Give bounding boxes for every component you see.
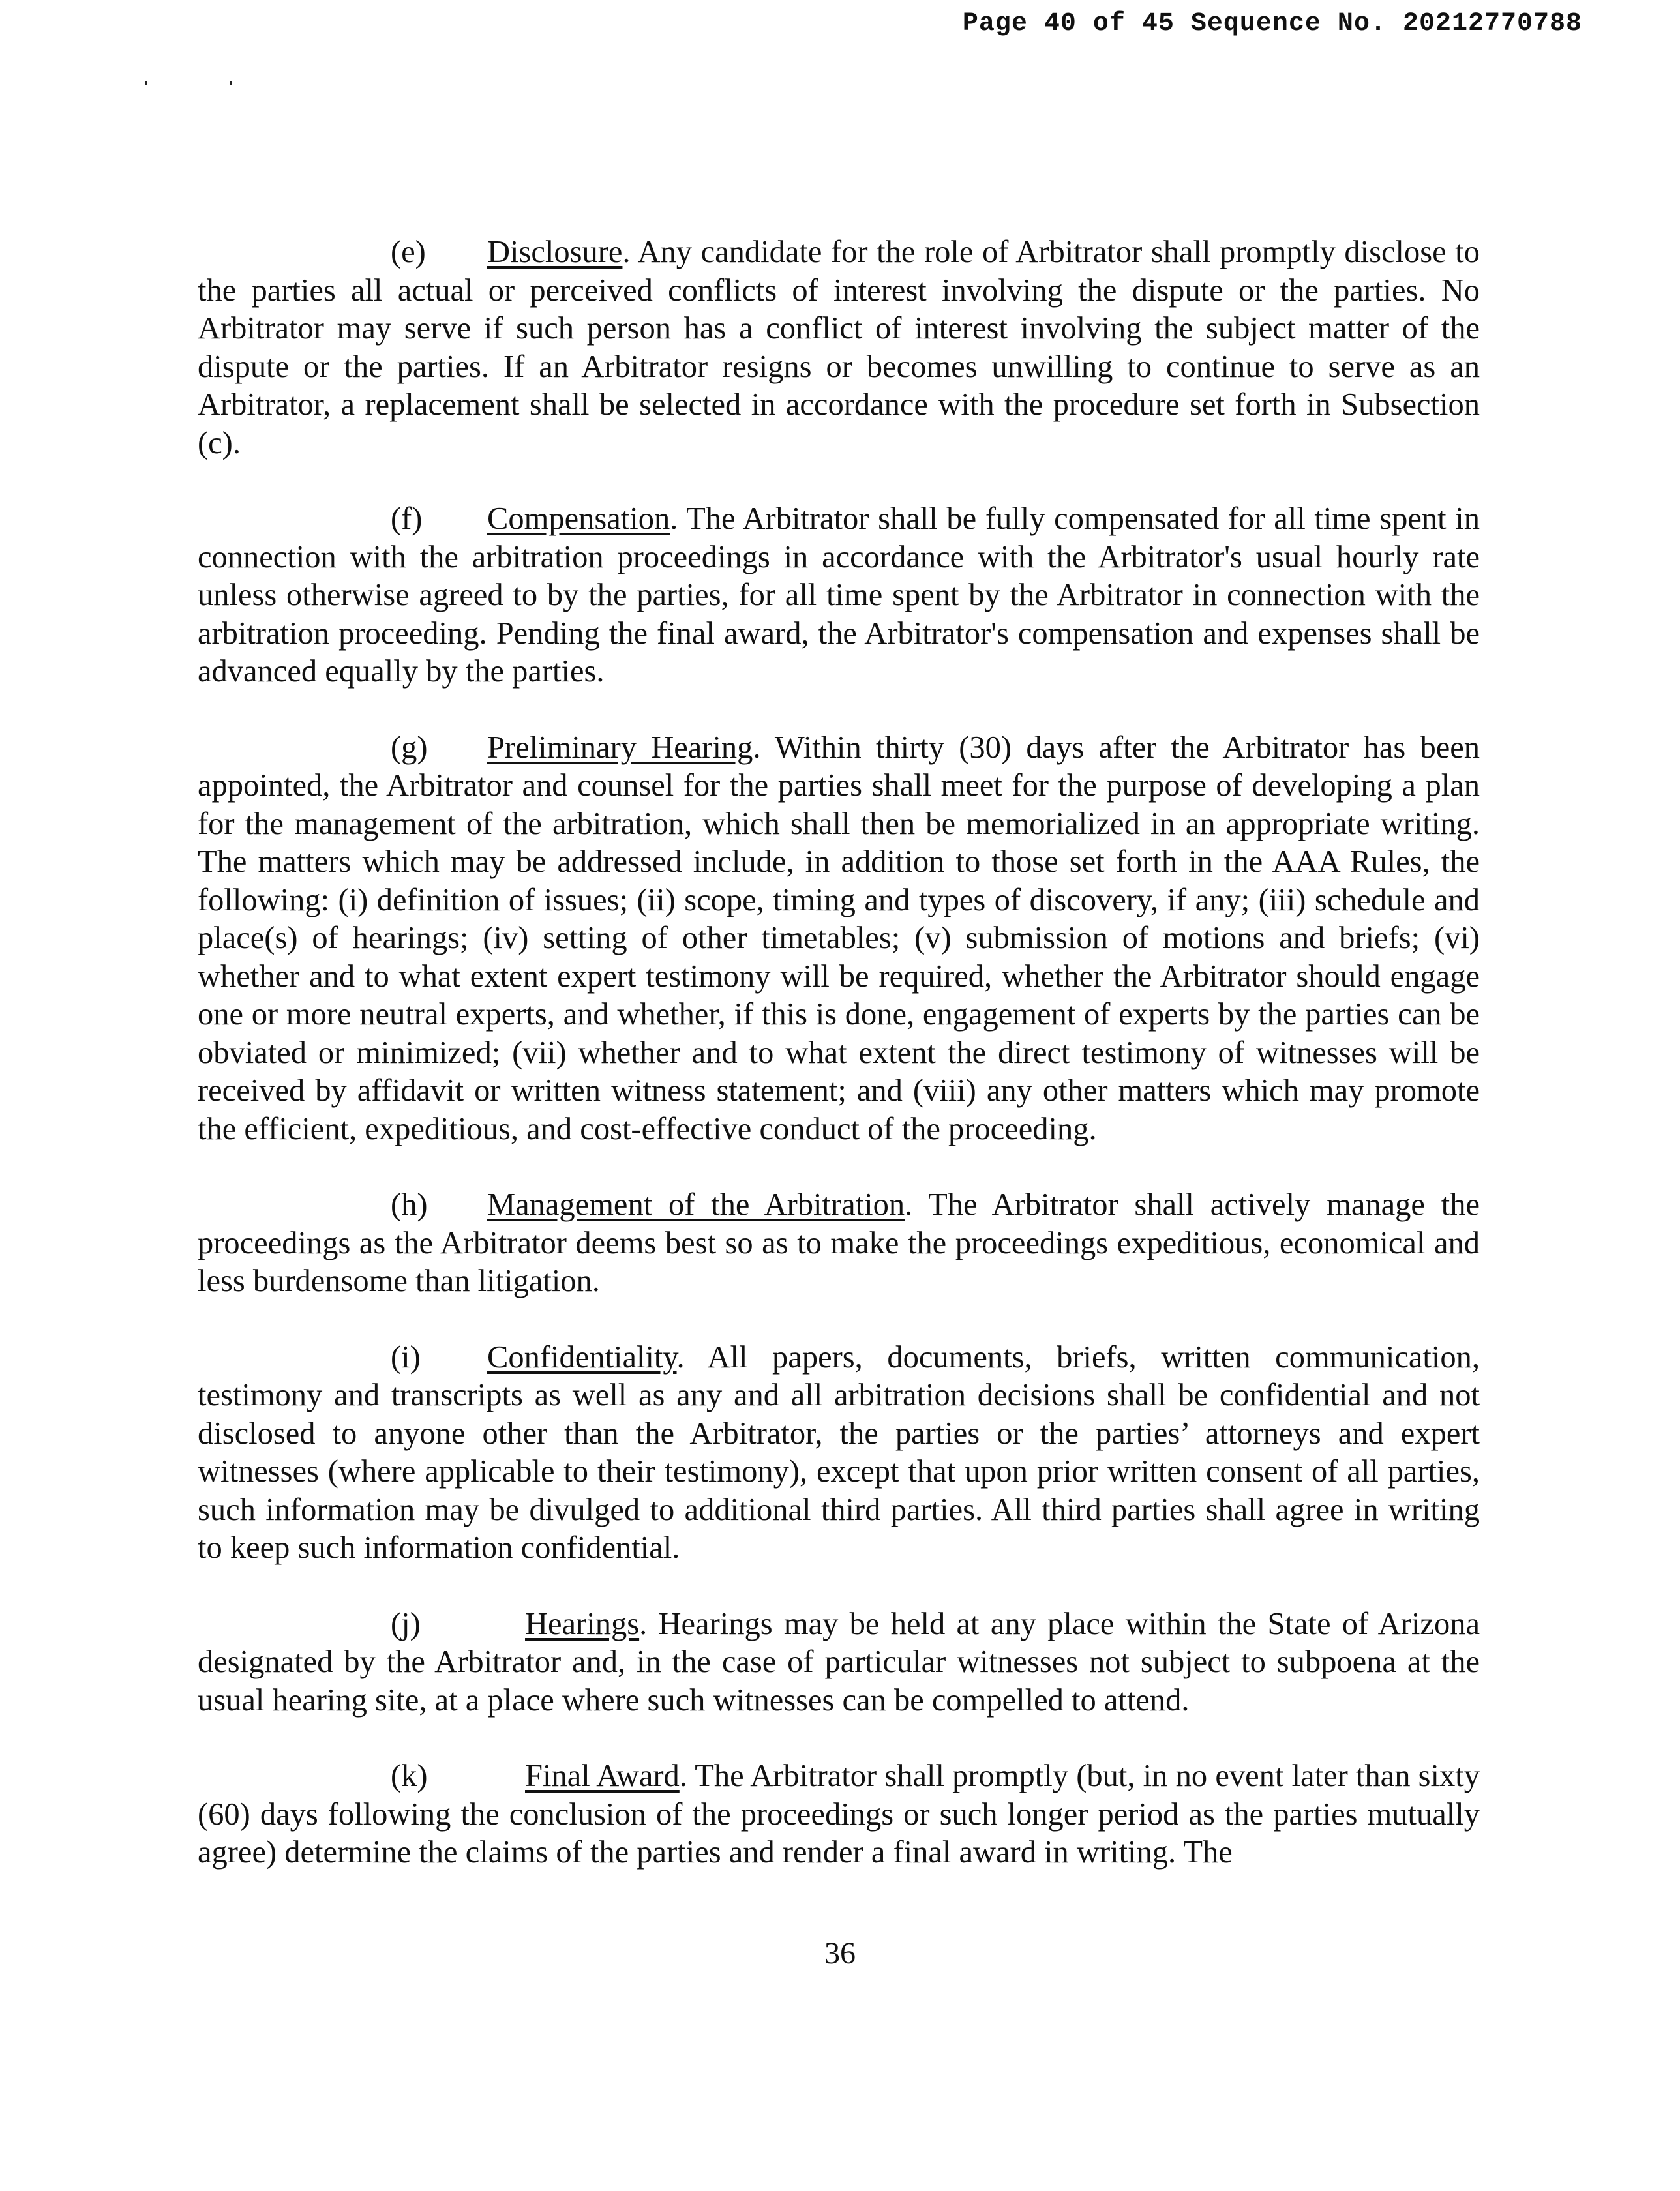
paragraph-heading: Final Award	[525, 1759, 680, 1793]
sequence-header: Page 40 of 45 Sequence No. 20212770788	[962, 9, 1582, 38]
paragraph-g-preliminary-hearing	[198, 729, 1480, 1149]
paragraph-label: (j)	[391, 1606, 421, 1641]
paragraph-j-hearings	[198, 1605, 1480, 1720]
paragraph-label: (h)	[391, 1187, 428, 1222]
paragraph-e-disclosure	[198, 233, 1480, 462]
paragraph-heading: Compensation	[487, 501, 670, 536]
paragraph-heading: Preliminary Hearing	[487, 730, 753, 765]
paragraph-label: (f)	[391, 501, 423, 536]
scan-speck	[230, 81, 232, 85]
paragraph-text: . Within thirty (30) days after the Arbitrator has been appointed, the Arbitrator and counsel for the parties shall meet for the purpose of developing a plan for the management of the arbitration, which shall then be memorialized in an appropriate writing. The matters which may be addressed include, in addition to those set forth in the AAA Rules, the following: (i) definition of issues; (ii) scope, timing and types of discovery, if any; (iii) schedule and place(s) of hearings; (iv) setting of other timetables; (v) submission of motions and briefs; (vi) whether and to what extent expert testimony will be required, whether the Arbitrator should engage one or more neutral experts, and whether, if this is done, engagement of experts by the parties can be obviated or minimized; (vii) whether and to what extent the direct testimony of witnesses will be received by affidavit or written witness statement; and (viii) any other matters which may promote the efficient, expeditious, and cost-effective conduct of the proceeding.	[198, 730, 1480, 1146]
document-body	[198, 233, 1480, 1910]
scan-specks	[145, 72, 310, 89]
scan-speck	[145, 81, 147, 85]
paragraph-text: . Any candidate for the role of Arbitrator shall promptly disclose to the parties all actual or perceived conflicts of interest involving the dispute or the parties. No Arbitrator may serve if such person has a conflict of interest involving the subject matter of the dispute or the parties. If an Arbitrator resigns or becomes unwilling to continue to serve as an Arbitrator, a replacement shall be selected in accordance with the procedure set forth in Subsection (c).	[198, 235, 1480, 460]
paragraph-text: . The Arbitrator shall promptly (but, in no event later than sixty (60) days following the conclusion of the proceedings or such longer period as the parties mutually agree) determine the claims of the parties and render a final award in writing. The	[198, 1759, 1480, 1870]
paragraph-k-final-award	[198, 1757, 1480, 1872]
paragraph-heading: Disclosure	[487, 235, 623, 269]
paragraph-f-compensation	[198, 500, 1480, 691]
page-number: 36	[824, 1936, 856, 1971]
paragraph-text: . The Arbitrator shall be fully compensated for all time spent in connection with the arbitration proceedings in accordance with the Arbitrator's usual hourly rate unless otherwise agreed to by the parties, for all time spent by the Arbitrator in connection with the arbitration proceeding. Pending the final award, the Arbitrator's compensation and expenses shall be advanced equally by the parties.	[198, 501, 1480, 689]
paragraph-heading: Management of the Arbitration	[487, 1187, 905, 1222]
paragraph-h-management	[198, 1186, 1480, 1301]
paragraph-text: . Hearings may be held at any place within the State of Arizona designated by the Arbitrator and, in the case of particular witnesses not subject to subpoena at the usual hearing site, at a place where such witnesses can be compelled to attend.	[198, 1606, 1480, 1718]
paragraph-heading: Hearings	[525, 1606, 640, 1641]
paragraph-label: (k)	[391, 1759, 428, 1793]
paragraph-heading: Confidentiality	[487, 1339, 677, 1375]
paragraph-label: (e)	[391, 235, 426, 269]
paragraph-label: (i)	[391, 1339, 421, 1375]
paragraph-label: (g)	[391, 730, 428, 765]
paragraph-text: . The Arbitrator shall actively manage the proceedings as the Arbitrator deems best so as to make the proceedings expeditious, economical and less burdensome than litigation.	[198, 1187, 1480, 1298]
paragraph-text: . All papers, documents, briefs, written communication, testimony and transcripts as well as any and all arbitration decisions shall be confidential and not disclosed to anyone other than the Arbitrator, the parties or the parties’ attorneys and expert witnesses (where applicable to their testimony), except that upon prior written consent of all parties, such information may be divulged to additional third parties. All third parties shall agree in writing to keep such information confidential.	[198, 1339, 1480, 1565]
paragraph-i-confidentiality	[198, 1339, 1480, 1568]
